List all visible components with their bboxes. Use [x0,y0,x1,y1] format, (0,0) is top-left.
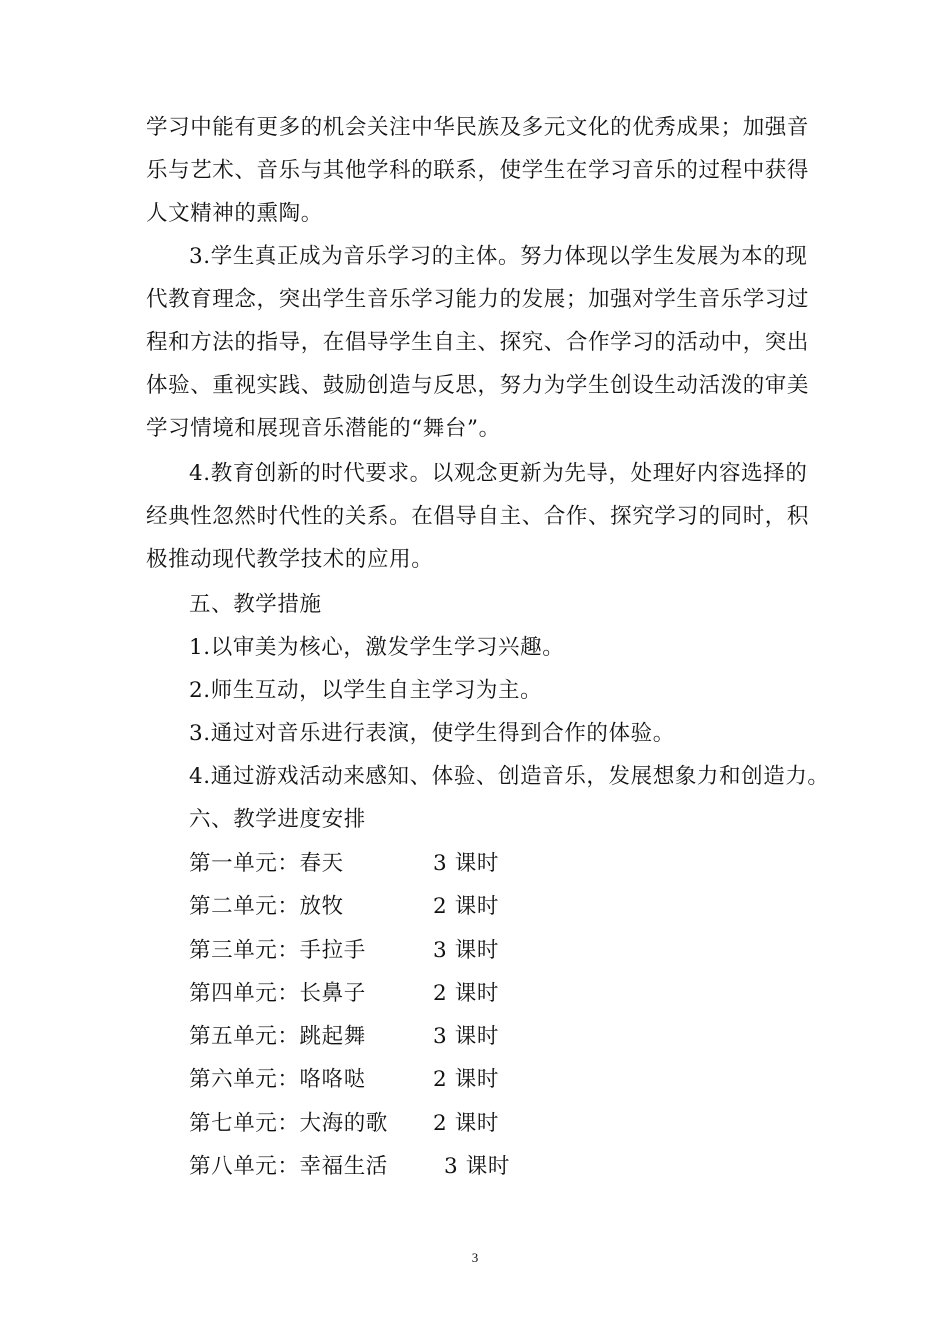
schedule-hours: 2 课时 [433,1111,499,1136]
schedule-unit: 第七单元：大海的歌 [189,1111,388,1136]
schedule-unit: 第五单元：跳起舞 [189,1024,366,1049]
schedule-hours: 2 课时 [433,894,499,919]
section-heading-schedule: 六、教学进度安排 [189,807,366,832]
page-number: 3 [471,1250,479,1265]
schedule-unit: 第三单元：手拉手 [189,938,366,963]
schedule-hours: 3 课时 [433,938,499,963]
schedule-hours: 3 课时 [433,851,499,876]
paragraph-line: 人文精神的熏陶。 [146,201,323,226]
measure-item: 1.以审美为核心，激发学生学习兴趣。 [189,635,565,660]
measure-item: 4.通过游戏活动来感知、体验、创造音乐，发展想象力和创造力。 [189,764,830,789]
paragraph-line: 学习中能有更多的机会关注中华民族及多元文化的优秀成果；加强音 [146,115,810,140]
schedule-hours: 2 课时 [433,1067,499,1092]
schedule-unit: 第一单元：春天 [189,851,344,876]
paragraph-line: 极推动现代教学技术的应用。 [146,547,434,572]
paragraph-line: 经典性忽然时代性的关系。在倡导自主、合作、探究学习的同时，积 [146,504,810,529]
schedule-unit: 第八单元：幸福生活 [189,1154,388,1179]
schedule-hours: 3 课时 [444,1154,510,1179]
schedule-unit: 第二单元：放牧 [189,894,344,919]
measure-item: 2.师生互动，以学生自主学习为主。 [189,678,543,703]
paragraph-line: 学习情境和展现音乐潜能的“舞台”。 [146,416,501,441]
paragraph-line: 体验、重视实践、鼓励创造与反思，努力为学生创设生动活泼的审美 [146,373,810,398]
paragraph-line: 4.教育创新的时代要求。以观念更新为先导，处理好内容选择的 [189,461,808,486]
measure-item: 3.通过对音乐进行表演，使学生得到合作的体验。 [189,721,675,746]
schedule-hours: 2 课时 [433,981,499,1006]
paragraph-line: 3.学生真正成为音乐学习的主体。努力体现以学生发展为本的现 [189,244,808,269]
paragraph-line: 程和方法的指导，在倡导学生自主、探究、合作学习的活动中，突出 [146,330,810,355]
section-heading-measures: 五、教学措施 [189,592,322,617]
paragraph-line: 乐与艺术、音乐与其他学科的联系，使学生在学习音乐的过程中获得 [146,158,810,183]
schedule-unit: 第六单元：咯咯哒 [189,1067,366,1092]
paragraph-line: 代教育理念，突出学生音乐学习能力的发展；加强对学生音乐学习过 [146,287,810,312]
schedule-unit: 第四单元：长鼻子 [189,981,366,1006]
schedule-hours: 3 课时 [433,1024,499,1049]
